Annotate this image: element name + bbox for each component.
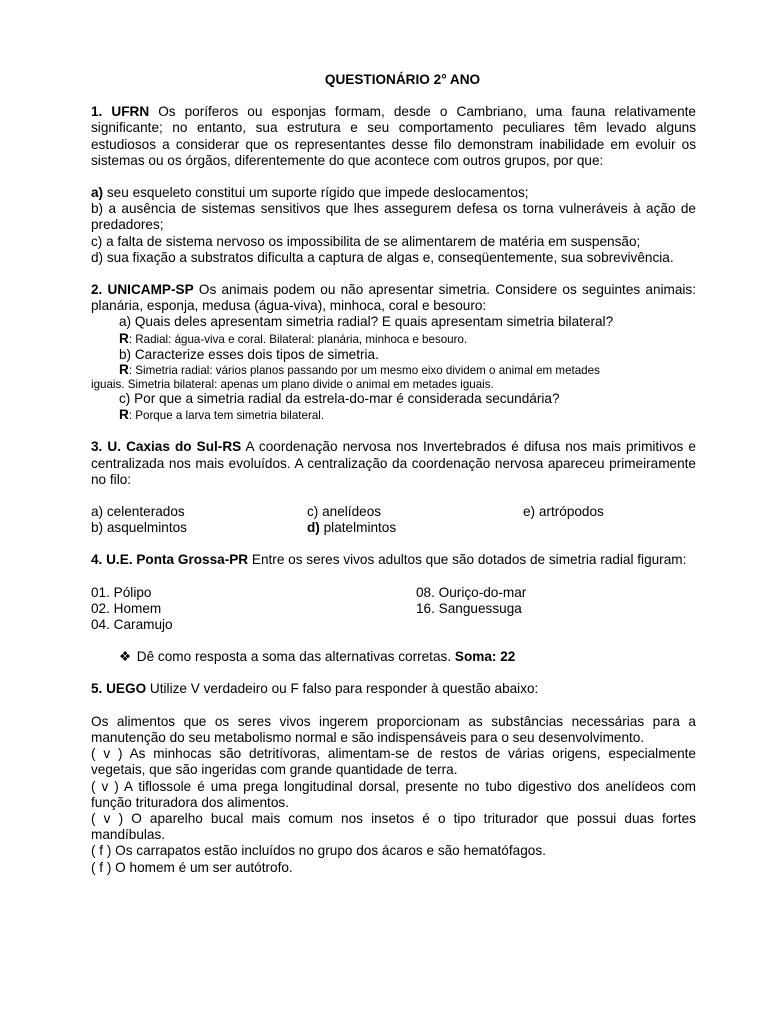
question-4-instruction: ❖ Dê como resposta a soma das alternativas corretas. Soma: 22 <box>119 649 516 665</box>
question-1 <box>91 104 696 266</box>
question-4-options-row-2 <box>91 601 696 617</box>
question-4-soma: Soma: 22 <box>454 649 516 665</box>
question-3-option-c: c) anelídeos <box>307 504 382 520</box>
question-2-part-a: a) Quais deles apresentam simetria radial? E quais apresentam simetria bilateral? <box>119 314 614 330</box>
question-5-number: 5. UEGO <box>91 681 147 697</box>
question-1-option-b: b) a ausência de sistemas sensitivos que lhes assegurem defesa os torna vulneráveis à ação de predadores; <box>91 201 696 233</box>
question-1-text: Os poríferos ou esponjas formam, desde o Cambriano, uma fauna relativamente significante; no entanto, sua estrutura e seu comportamento peculiares têm levado alguns estudiosos a considerar que os representantes desse filo demonstram inabilidade em evoluir os sistemas ou os órgãos, diferentemente do que acontece com outros grupos, por que: <box>91 104 696 168</box>
question-3-text: A coordenação nervosa nos Invertebrados é difusa nos mais primitivos e centralizada nos mais evoluídos. A centralização da coordenação nervosa apareceu primeiramente no filo: <box>91 439 696 487</box>
question-1-option-a: a) seu esqueleto constitui um suporte rígido que impede deslocamentos; <box>91 185 529 201</box>
question-4 <box>91 552 696 665</box>
question-4-options-row-1 <box>91 585 696 601</box>
question-5-item: ( f ) O homem é um ser autótrofo. <box>91 859 293 875</box>
question-3-option-b: b) asquelmintos <box>91 520 187 536</box>
question-4-options-row-3 <box>91 617 696 633</box>
question-1-option-c: c) a falta de sistema nervoso os impossibilita de se alimentarem de matéria em suspensão; <box>91 233 641 249</box>
question-4-option-16: 16. Sanguessuga <box>416 600 522 616</box>
question-1-number: 1. UFRN <box>91 104 150 120</box>
question-3-option-e: e) artrópodos <box>523 504 604 520</box>
question-5-item: ( v ) O aparelho bucal mais comum nos insetos é o tipo triturador que possui duas fortes mandíbulas. <box>91 810 696 843</box>
question-1-stem <box>91 104 696 169</box>
question-3-options-row-2 <box>91 520 696 536</box>
question-3 <box>91 439 696 536</box>
question-3-options-row-1 <box>91 504 696 520</box>
question-1-option-d: d) sua fixação a substratos dificulta a captura de algas e, conseqüentemente, sua sobrevivência. <box>91 249 674 265</box>
question-4-stem <box>91 552 696 568</box>
question-2 <box>91 282 696 423</box>
question-3-option-d: d) platelmintos <box>307 520 397 536</box>
question-3-stem <box>91 439 696 488</box>
diamond-bullet-icon: ❖ <box>119 649 132 665</box>
question-5-text: Utilize V verdadeiro ou F falso para responder à questão abaixo: <box>146 681 539 697</box>
option-a-letter: a) <box>91 185 104 201</box>
question-4-text: Entre os seres vivos adultos que são dotados de simetria radial figuram: <box>248 552 687 568</box>
question-5-intro: Os alimentos que os seres vivos ingerem proporcionam as substâncias necessárias para a manutenção do seu metabolismo normal e são indispensáveis para o seu desenvolvimento. <box>91 713 696 745</box>
question-2-answer-a: R: Radial: água-viva e coral. Bilateral: planária, minhoca e besouro. <box>119 330 468 346</box>
question-2-part-c: c) Por que a simetria radial da estrela-do-mar é considerada secundária? <box>119 390 560 406</box>
page-title: QUESTIONÁRIO 2° ANO <box>324 72 481 87</box>
question-5-item: ( v ) As minhocas são detritívoras, alimentam-se de restos de várias origens, especialmente vegetais, que são ingeridas com grande quantidade de terra. <box>91 746 696 778</box>
question-3-option-a: a) celenterados <box>91 504 185 520</box>
question-2-text: Os animais podem ou não apresentar simetria. Considere os seguintes animais: planária, esponja, medusa (água-viva), minhoca, coral e besouro: <box>91 282 696 314</box>
question-2-number: 2. UNICAMP-SP <box>91 282 194 298</box>
question-4-option-02: 02. Homem <box>91 600 162 616</box>
question-2-answer-b: R: Simetria radial: vários planos passando por um mesmo eixo dividem o animal em metades iguais. Simetria bilateral: apenas um plano divide o animal em metades iguais. <box>91 362 600 391</box>
question-5-item: ( v ) A tiflossole é uma prega longitudinal dorsal, presente no tubo digestivo dos anelídeos com função trituradora dos alimentos. <box>91 778 696 810</box>
question-5-item: ( f ) Os carrapatos estão incluídos no grupo dos ácaros e são hematófagos. <box>91 843 546 859</box>
question-4-option-08: 08. Ouriço-do-mar <box>416 584 527 600</box>
question-2-part-b: b) Caracterize esses dois tipos de simetria. <box>119 347 379 363</box>
question-4-option-01: 01. Pólipo <box>91 584 152 600</box>
question-2-stem <box>91 282 696 314</box>
question-4-number: 4. U.E. Ponta Grossa-PR <box>91 552 249 568</box>
question-4-option-04: 04. Caramujo <box>91 617 173 633</box>
document-page <box>91 72 696 876</box>
question-2-answer-c: R: Porque a larva tem simetria bilateral. <box>119 406 325 422</box>
question-5 <box>91 681 696 875</box>
question-3-number: 3. U. Caxias do Sul-RS <box>91 439 242 455</box>
question-5-stem <box>91 681 696 697</box>
